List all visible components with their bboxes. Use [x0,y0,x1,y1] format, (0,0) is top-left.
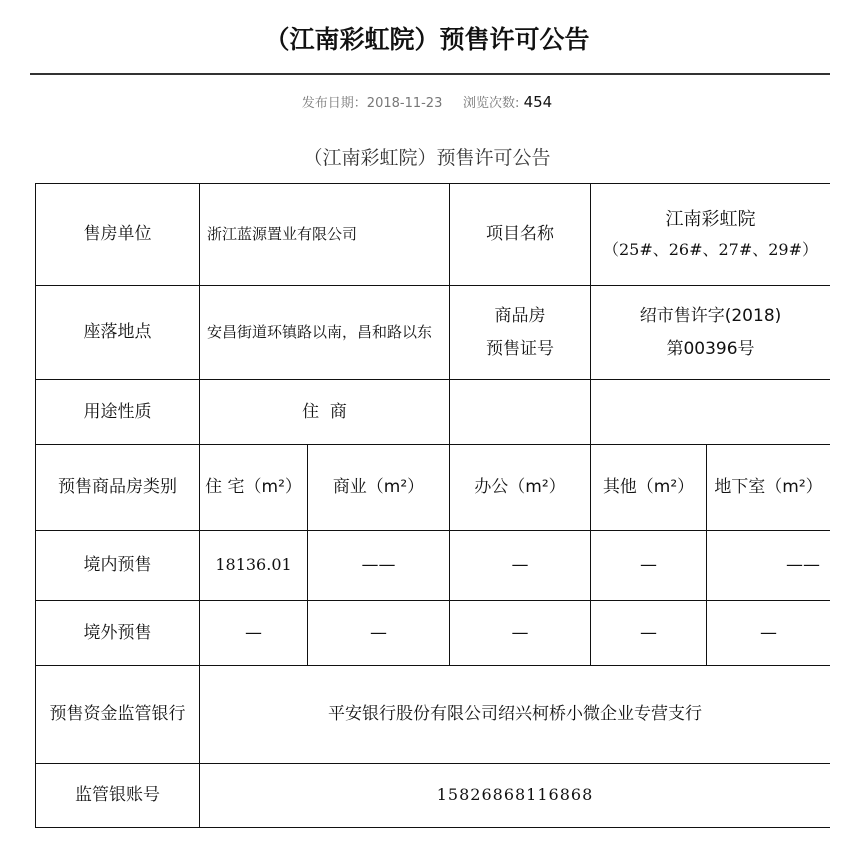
seller: 浙江蓝源置业有限公司 [199,183,449,285]
foreign-label: 境外预售 [35,600,199,665]
account-label: 监管银账号 [35,763,199,827]
domestic-label: 境内预售 [35,530,199,600]
domestic-office: — [449,530,590,600]
category-other: 其他（m²） [590,444,706,530]
foreign-other: — [590,600,706,665]
permit-2: 第00396号 [666,338,755,359]
category-residential: 住 宅（m²） [199,444,307,530]
project-buildings: （25#、26#、27#、29#） [602,240,819,260]
bank-label: 预售资金监管银行 [35,665,199,763]
location: 安昌街道环镇路以南，昌和路以东 [199,285,449,379]
permit-label-2: 预售证号 [486,338,554,359]
category-basement: 地下室（m²） [706,444,830,530]
category-commercial: 商业（m²） [307,444,449,530]
domestic-other: — [590,530,706,600]
foreign-commercial: — [307,600,449,665]
location-label: 座落地点 [35,285,199,379]
views-label: 浏览次数: [463,96,520,111]
empty-cell [449,379,590,444]
project-cell [590,183,830,285]
page-title: （江南彩虹院）预售许可公告 [264,25,590,54]
divider [30,73,830,75]
foreign-residential: — [199,600,307,665]
usage: 住 商 [199,379,449,444]
domestic-basement: —— [706,530,830,600]
project-name: 江南彩虹院 [665,208,756,230]
permit-1: 绍市售许字(2018) [639,306,782,327]
publish-date: 2018-11-23 [366,96,443,111]
category-office: 办公（m²） [449,444,590,530]
account: 15826868116868 [199,763,830,827]
domestic-commercial: —— [307,530,449,600]
bank: 平安银行股份有限公司绍兴柯桥小微企业专营支行 [199,665,830,763]
seller-label: 售房单位 [35,183,199,285]
domestic-residential: 18136.01 [199,530,307,600]
permit-label-1: 商品房 [494,306,546,327]
date-label: 发布日期： [301,96,367,111]
permit-label [449,285,590,379]
subtitle: （江南彩虹院）预售许可公告 [303,147,551,169]
permit-number [590,285,830,379]
empty-cell [590,379,830,444]
view-count: 454 [523,93,553,111]
table-bottom-border [35,827,830,828]
meta-info [0,92,854,111]
foreign-basement: — [706,600,830,665]
usage-label: 用途性质 [35,379,199,444]
category-label: 预售商品房类别 [35,444,199,530]
foreign-office: — [449,600,590,665]
project-label: 项目名称 [449,183,590,285]
